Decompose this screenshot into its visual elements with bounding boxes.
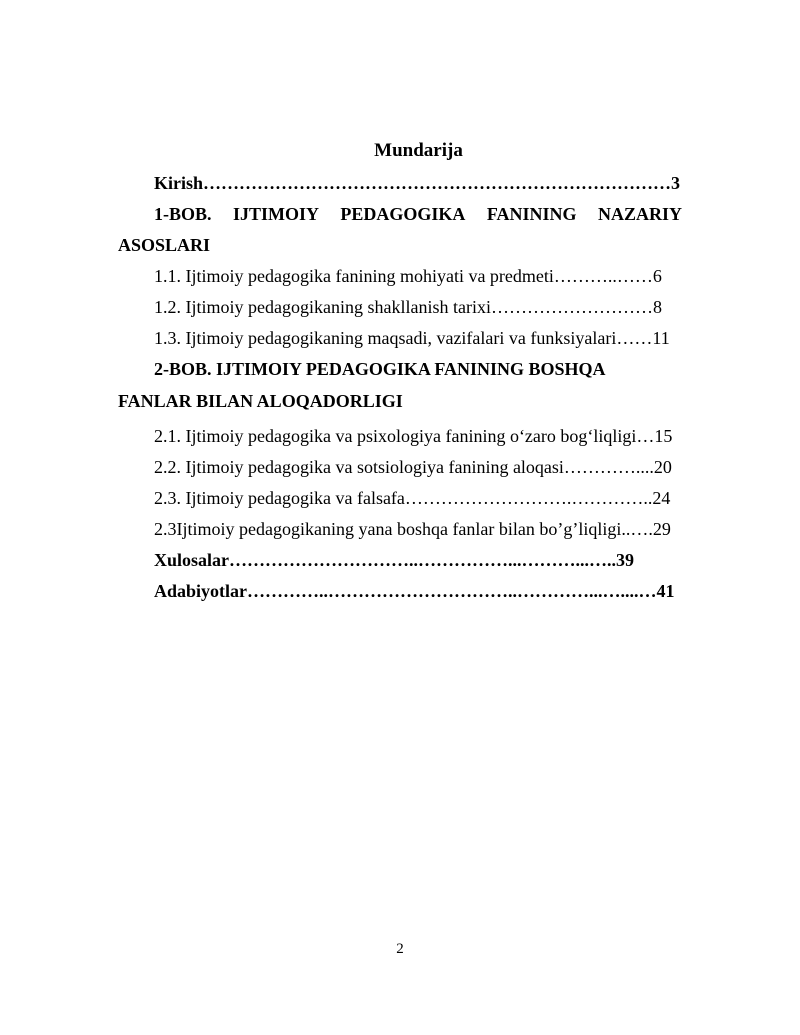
toc-entry-section-1-3: 1.3. Ijtimoiy pedagogikaning maqsadi, vazifalari va funksiyalari……11 <box>154 328 670 348</box>
chapter-2-heading-continuation: FANLAR BILAN ALOQADORLIGI <box>118 391 403 411</box>
toc-entry-section-1-2: 1.2. Ijtimoiy pedagogikaning shakllanish tarixi………………………8 <box>154 297 662 317</box>
chapter-1-word: IJTIMOIY <box>232 204 319 224</box>
chapter-1-word: PEDAGOGIKA <box>340 204 466 224</box>
toc-entry-intro: Kirish……………………………………………………………………3 <box>154 173 681 193</box>
page-number: 2 <box>396 941 404 957</box>
toc-entry-conclusions: Xulosalar…………………………..……………...………...…..39 <box>154 550 635 570</box>
chapter-1-word: NAZARIY <box>597 204 682 224</box>
toc-entry-bibliography: Adabiyotlar…………..…………………………..…………...…....…41 <box>154 581 675 601</box>
toc-entry-section-1-1: 1.1. Ijtimoiy pedagogika fanining mohiyati va predmeti………..……6 <box>154 266 662 286</box>
chapter-1-word: 1-BOB. <box>154 204 212 224</box>
chapter-1-word: FANINING <box>486 204 577 224</box>
toc-entry-section-2-3b: 2.3Ijtimoiy pedagogikaning yana boshqa fanlar bilan bo’g’liqligi..….29 <box>154 519 671 539</box>
chapter-2-heading: 2-BOB. IJTIMOIY PEDAGOGIKA FANINING BOSHQA <box>154 359 606 379</box>
toc-entry-section-2-3: 2.3. Ijtimoiy pedagogika va falsafa……………………….…………..24 <box>154 488 671 508</box>
chapter-1-heading <box>154 203 682 225</box>
toc-title: Mundarija <box>374 140 463 161</box>
toc-entry-section-2-2: 2.2. Ijtimoiy pedagogika va sotsiologiya fanining aloqasi…………....20 <box>154 457 672 477</box>
toc-entry-section-2-1: 2.1. Ijtimoiy pedagogika va psixologiya fanining o‘zaro bog‘liqligi…15 <box>154 426 673 446</box>
chapter-1-heading-continuation: ASOSLARI <box>118 235 211 255</box>
